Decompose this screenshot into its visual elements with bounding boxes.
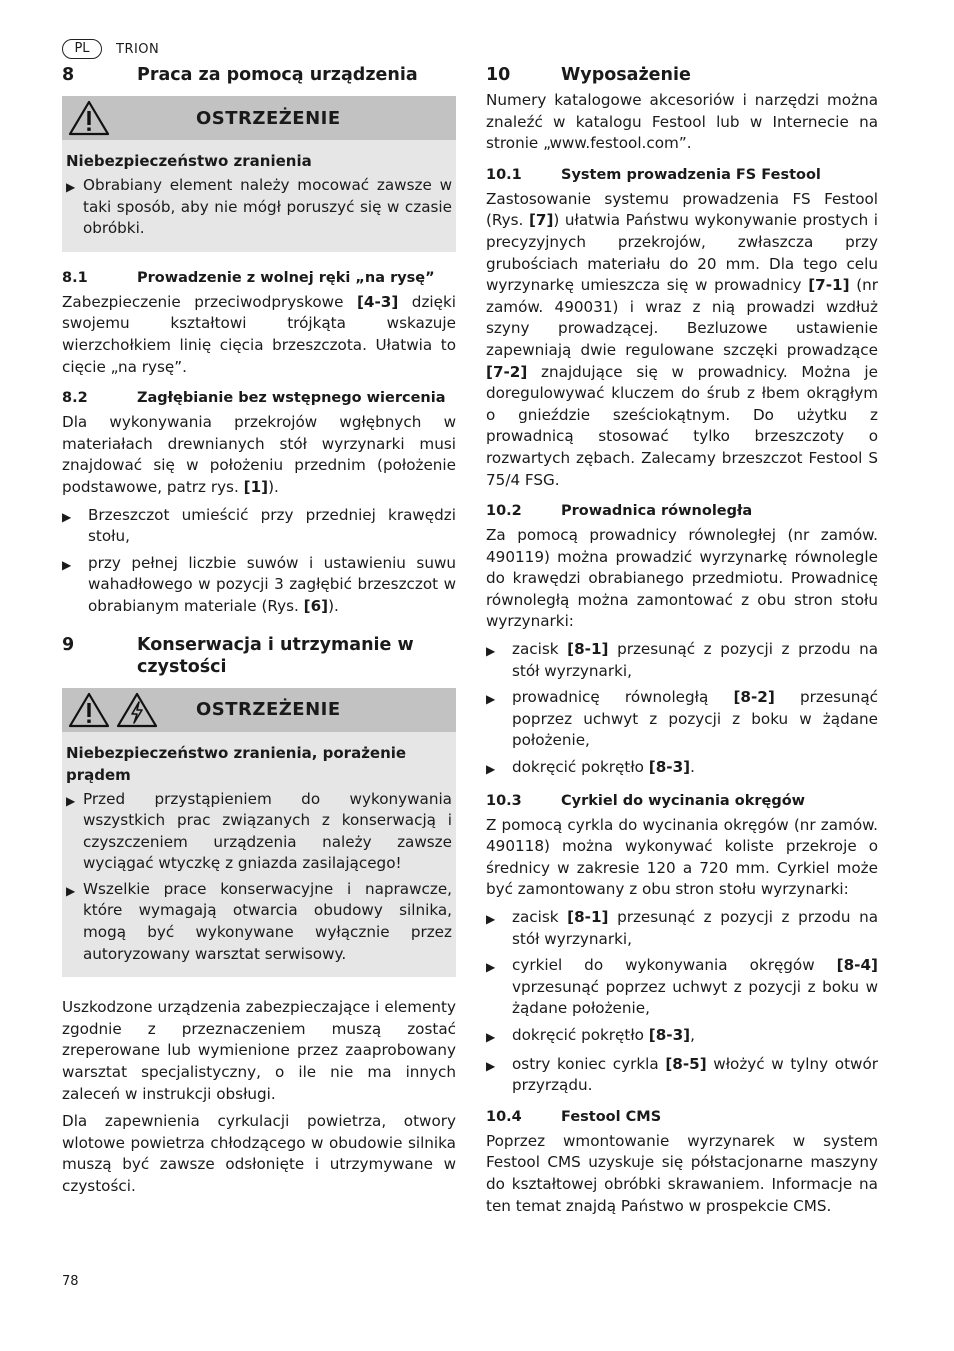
bullet-arrow-icon: ▶ [486,912,496,926]
warning-item: ▶ Obrabiany element należy mocować zawsze w taki sposób, aby nie mógł poruszyć się w czasie obróbki. [66,175,452,240]
section-10-4-heading: 10.4 Festool CMS [486,1108,662,1125]
section-8-heading: 8 Praca za pomocą urządzenia [62,65,418,85]
bullet-arrow-icon: ▶ [486,1058,496,1073]
section-8-1-heading: 8.1 Prowadzenie z wolnej ręki „na rysę” [62,269,435,286]
language-badge: PL [62,39,102,59]
paragraph: Zabezpieczenie przeciwodpryskowe [4-3] dzięki swojemu kształtowi trójkąta wskazuje wierzchołkiem linię cięcia brzeszczota. Ułatwia to cięcie „na rysę”. [62,292,456,376]
paragraph: Zastosowanie systemu prowadzenia FS Festool (Rys. [7]) ułatwia Państwu wykonywanie prostych i precyzyjnych przekrojów, zwłaszcza przy grubościach materiału do 20 mm. Dla tego celu wyrzynarkę umieszcza się w prowadnicy [7-1] (nr zamów. 490031) i wraz z nią prowadzi wzdłuż szyny prowadzącej. Bezluzowe ustawienie zapewniają dwie regulowane szczęki prowadzące [7-2] znajdujące się w prowadnicy. Można je doregulowywać kluczem do śrub z łbem okrągłym o gnieździe sześciokątnym. Do użytku z prowadnicą stosować tylko brzeszczoty o rozwartych zębach. Zalecamy brzeszczot Festool S 75/4 FSG. [486,189,879,489]
warning-item: ▶ Wszelkie prace konserwacyjne i naprawcze, które wymagają otwarcia obudowy silnika, mogą być wykonywane wyłącznie przez autoryzowany warsztat serwisowy. [66,879,452,965]
section-9-heading: 9 Konserwacja i utrzymanie w czystości [62,634,414,677]
paragraph: Numery katalogowe akcesoriów i narzędzi można znaleźć w katalogu Festool lub w Internecie na stronie „www.festool.com”. [486,91,878,153]
warning-box-1 [62,96,456,252]
bullet-arrow-icon: ▶ [486,960,496,975]
warning-triangle-icon [68,692,110,728]
paragraph: Za pomocą prowadnicy równoległej (nr zamów. 490119) można prowadzić wyrzynarkę równolegle do krawędzi obrabianego przedmiotu. Prowadnicę równoległą można zamontować z obu stron stołu wyrzynarki: [486,526,878,631]
section-10-3-heading: 10.3 Cyrkiel do wycinania okręgów [486,792,806,809]
section-10-heading: 10 Wyposażenie [486,65,691,85]
warning-subtitle: Niebezpieczeństwo zranienia, porażenie prądem [66,743,407,784]
warning-subtitle: Niebezpieczeństwo zranienia [66,152,312,170]
bullet-arrow-icon: ▶ [486,644,496,659]
bullet-arrow-icon: ▶ [486,1029,496,1044]
list-item: ▶ zacisk [8-1] przesunąć z pozycji z przodu na stół wyrzynarki, [486,639,878,682]
page-header [62,38,159,60]
list-item: ▶ dokręcić pokrętło [8-3]. [486,757,878,781]
list-item: ▶ dokręcić pokrętło [8-3], [486,1025,878,1049]
paragraph: Poprzez wmontowanie wyrzynarek w system Festool CMS uzyskuje się półstacjonarne maszyny do kształtowej obróbki skrawaniem. Informacje na ten temat znajdą Państwo w prospekcie CMS. [486,1131,878,1215]
bullet-arrow-icon: ▶ [66,883,76,898]
product-name: TRION [116,41,160,57]
warning-box-2 [62,688,456,978]
list-item: ▶ zacisk [8-1] przesunąć z pozycji z przodu na stół wyrzynarki, [486,907,878,950]
warning-triangle-icon [68,100,110,136]
list-item: ▶ przy pełnej liczbie suwów i ustawieniu suwu wahadłowego w pozycji 3 zagłębić brzeszczot w obrabianym materiale (Rys. [6]). [62,553,456,618]
warning-item: ▶ Przed przystąpieniem do wykonywania wszystkich prac związanych z konserwacją i czyszczeniem urządzenia należy zawsze wyciągać wtyczkę z gniazda zasilającego! [66,789,452,875]
bullet-arrow-icon: ▶ [486,692,496,707]
list-item: ▶ prowadnicę równoległą [8-2] przesunąć poprzez uchwyt z pozycji z boku w żądane położenie, [486,687,878,752]
paragraph: Z pomocą cyrkla do wycinania okręgów (nr zamów. 490118) można wykonywać koliste przekroje o średnicy w zakresie 120 a 720 mm. Cyrkiel może być zamontowany z obu stron stołu wyrzynarki: [486,815,878,899]
warning-title: OSTRZEŻENIE [196,107,341,129]
paragraph: Uszkodzone urządzenia zabezpieczające i elementy zgodnie z przeznaczeniem muszą zostać zreperowane lub wymienione przez zaaprobowany warsztat specjalistyczny, o ile nie ma innych zaleceń w instrukcji obsługi. [62,998,456,1103]
bullet-arrow-icon: ▶ [66,180,76,194]
section-10-1-heading: 10.1 System prowadzenia FS Festool [486,166,821,183]
electric-shock-icon [116,692,158,728]
bullet-arrow-icon: ▶ [62,557,72,572]
list-item: ▶ cyrkiel do wykonywania okręgów [8-4] vprzesunąć poprzez uchwyt z pozycji z boku w żądane położenie, [486,955,878,1020]
paragraph: Dla zapewnienia cyrkulacji powietrza, otwory wlotowe powietrza chłodzącego w obudowie silnika muszą być zawsze odsłonięte i utrzymywane w czystości. [62,1112,456,1195]
right-column [486,64,878,1223]
paragraph: Dla wykonywania przekrojów wgłębnych w materiałach drewnianych stół wyrzynarki musi znajdować się w położeniu przednim (położenie podstawowe, patrz rys. [1]). [62,413,456,496]
list-item: ▶ ostry koniec cyrkla [8-5] włożyć w tylny otwór przyrządu. [486,1054,878,1097]
bullet-arrow-icon: ▶ [62,509,72,524]
list-item: ▶ Brzeszczot umieścić przy przedniej krawędzi stołu, [62,505,456,548]
warning-header [62,96,456,140]
section-10-2-heading: 10.2 Prowadnica równoległa [486,503,753,520]
warning-title: OSTRZEŻENIE [196,699,341,720]
section-8-2-heading: 8.2 Zagłębianie bez wstępnego wiercenia [62,390,446,407]
bullet-arrow-icon: ▶ [66,793,76,808]
bullet-arrow-icon: ▶ [486,762,496,777]
warning-header [62,688,456,732]
left-column [62,64,456,1204]
page-number: 78 [62,1274,79,1289]
